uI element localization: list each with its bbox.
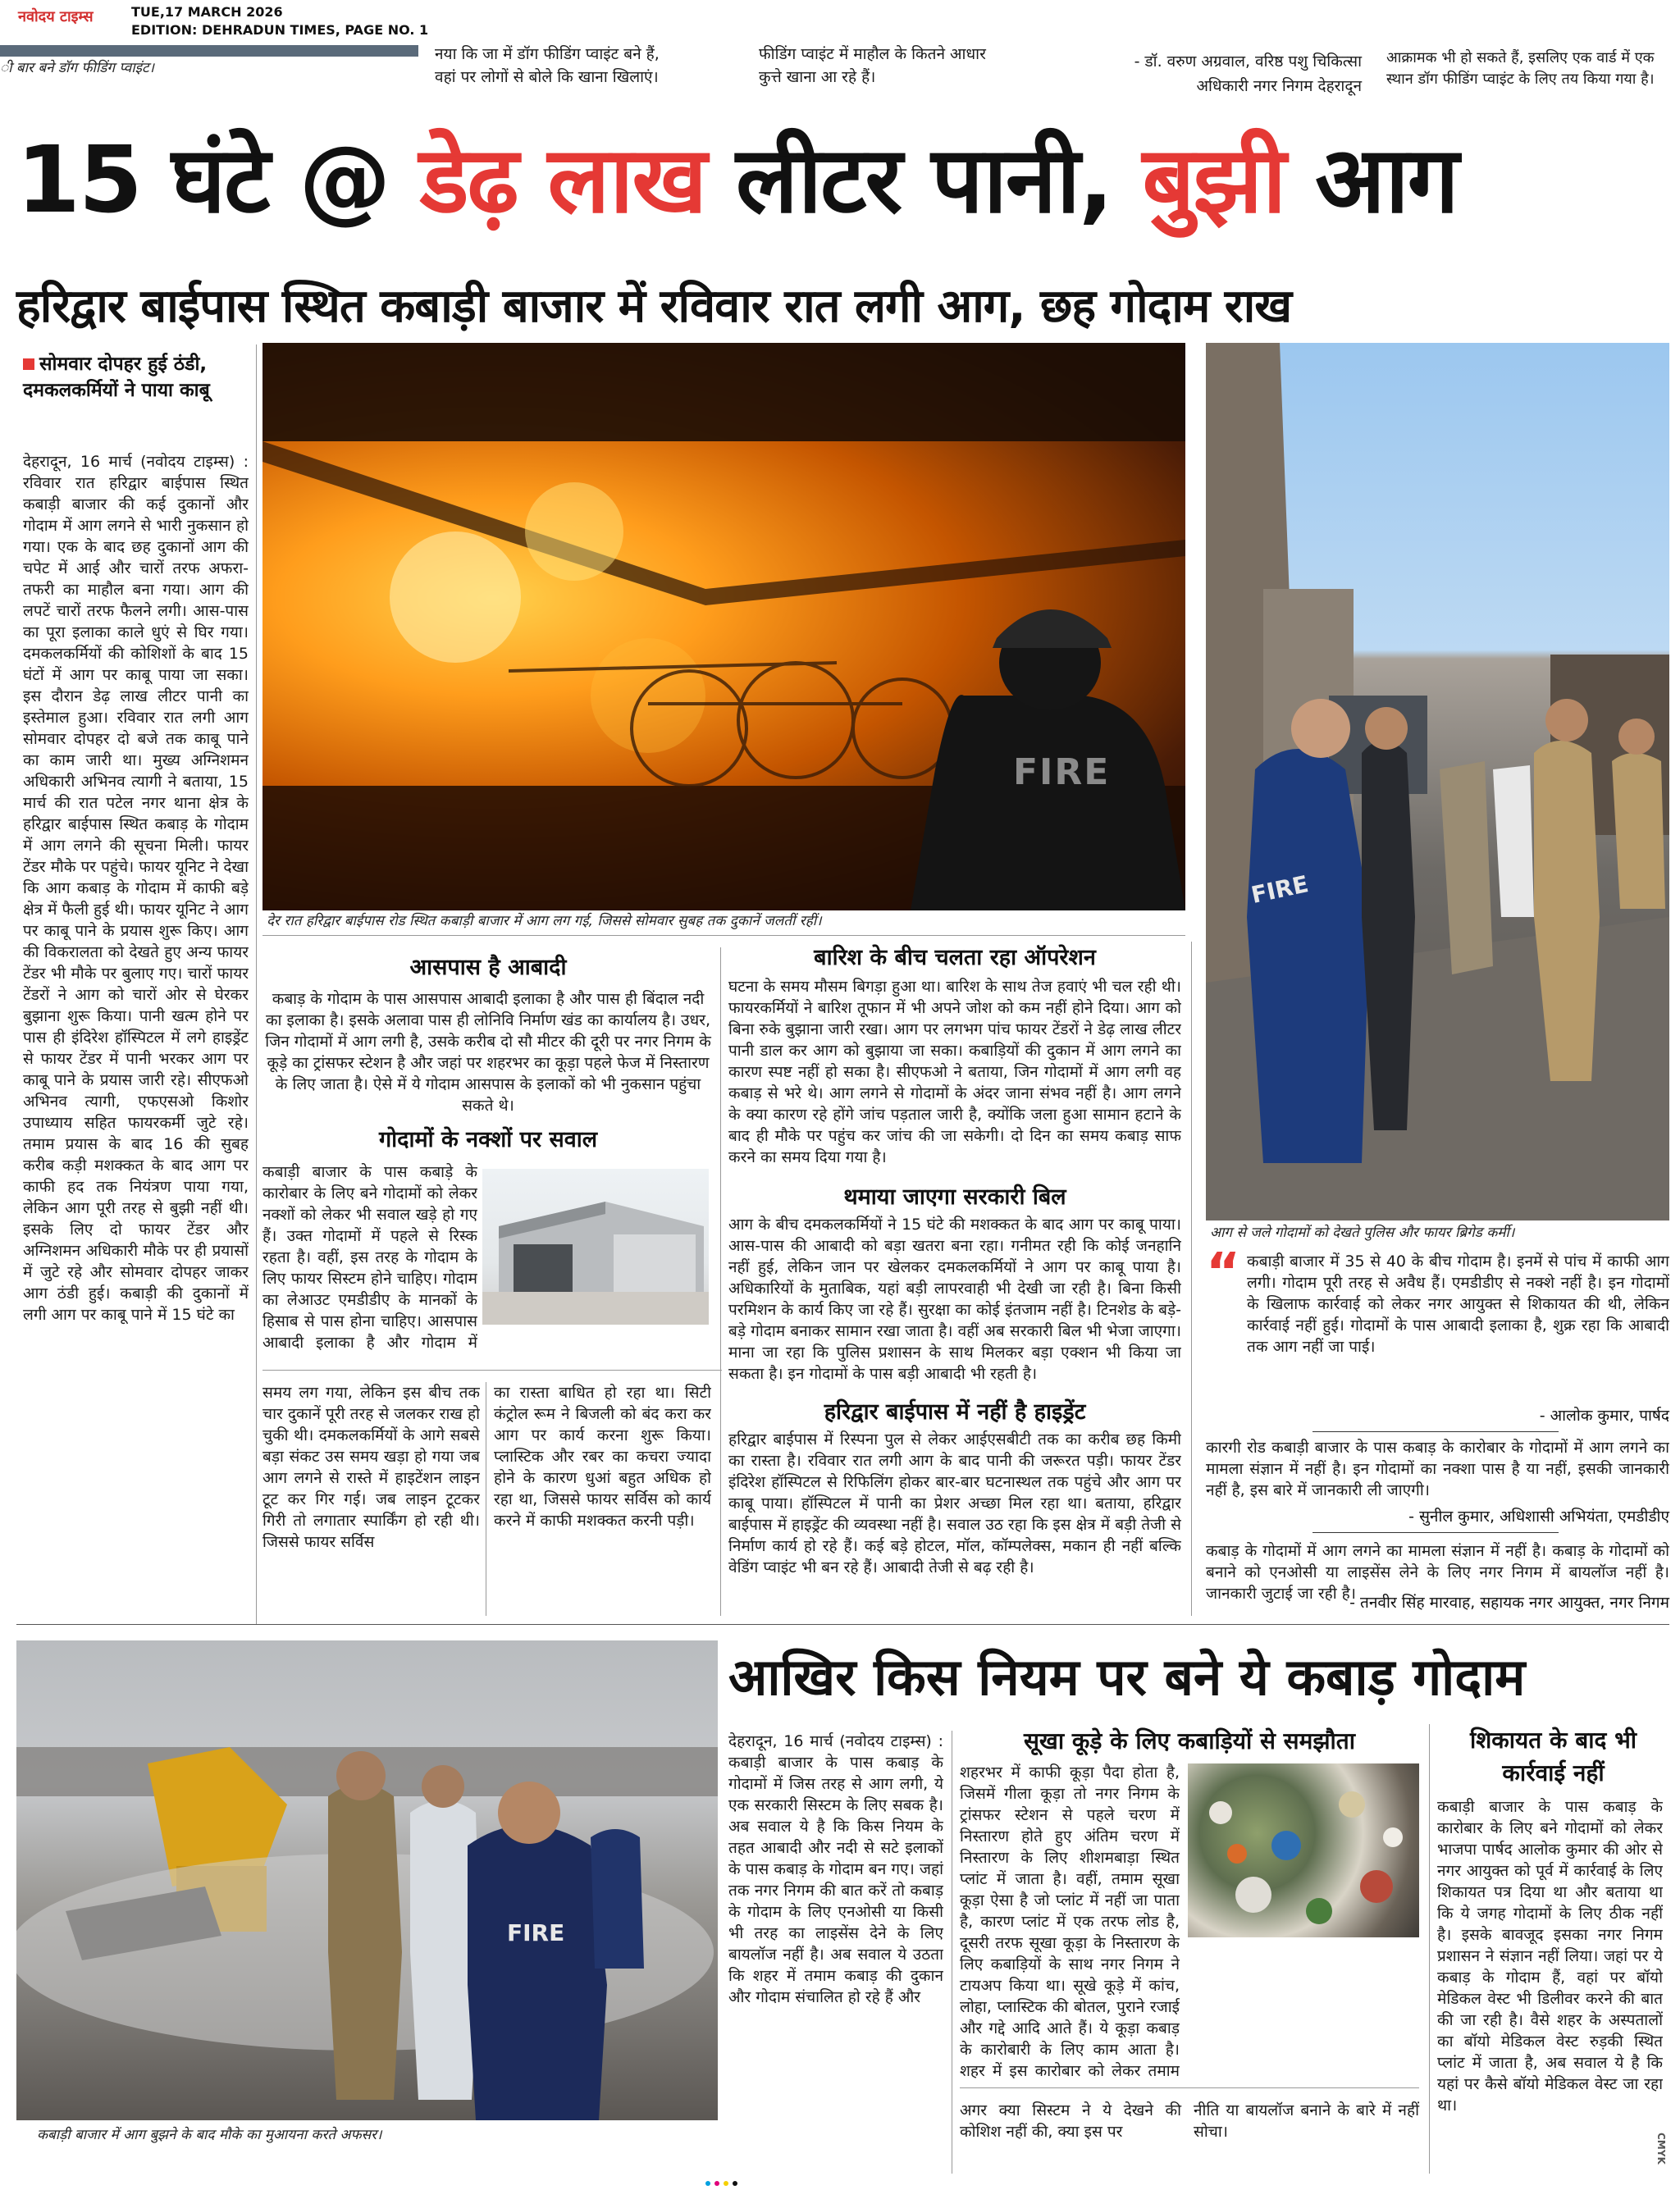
- dot-yellow: [724, 2181, 728, 2186]
- registration-dots: [705, 2174, 771, 2182]
- quote-1: कबाड़ी बाजार में 35 से 40 के बीच गोदाम है। इनमें से पांच में काफी आग लगी। गोदाम पूरी तरह से अवैध हैं। एमडीडीए से नक्शे नहीं है। इन गोदामों के खिलाफ कार्रवाई को लेकर नगर आयुक्त से शिकायत की थी, लेकिन कार्रवाई नहीं हुई। गोदामों के पास आबादी इलाका है, शुक्र रहा कि आबादी तक आग नहीं जा पाई।: [1247, 1252, 1669, 1356]
- officers-inspection-photo: [16, 1640, 718, 2120]
- sub-headline: हरिद्वार बाईपास स्थित कबाड़ी बाजार में रविवार रात लगी आग, छह गोदाम राख: [16, 280, 1292, 333]
- snippet4-line1: - डॉ. वरुण अग्रवाल, वरिष्ठ पशु चिकित्सा: [1134, 52, 1362, 71]
- page-divider: [16, 1624, 1669, 1625]
- snippet5-line2: स्थान डॉग फीडिंग प्वाइंट के लिए तय किया गया है।: [1386, 71, 1655, 88]
- dot-black: [733, 2181, 737, 2186]
- police-photo-graphics: [1206, 343, 1669, 1220]
- garbage-pile-image: [1188, 1763, 1419, 1937]
- quote-mark-icon: “: [1206, 1243, 1241, 1303]
- dot-magenta: [714, 2181, 719, 2186]
- lead-kicker: [23, 351, 249, 404]
- column-divider-4: [1191, 942, 1192, 1616]
- quote-2: कारगी रोड कबाड़ी बाजार के पास कबाड़ के कारोबार के गोदामों में आग लगने का मामला संज्ञान में नहीं है। इन गोदामों का नक्शा पास है या नहीं, इसकी जानकारी नहीं है, इस बारे में जानकारी ली जाएगी।: [1206, 1439, 1669, 1499]
- column-divider: [256, 344, 257, 1624]
- edition-line: EDITION: DEHRADUN TIMES, PAGE NO. 1: [131, 22, 429, 38]
- headline-part3: लीटर पानी,: [705, 127, 1143, 234]
- kicker-bullet: [23, 358, 34, 370]
- snippet3-line2: कुत्ते खाना आ रहे हैं।: [759, 68, 876, 86]
- quote-2-byline: - सुनील कुमार, अधिशासी अभियंता, एमडीडीए: [1408, 1508, 1669, 1526]
- shikayat-title: शिकायत के बाद भी कार्रवाई नहीं: [1469, 1727, 1637, 1786]
- top-photo-strip: [0, 45, 418, 57]
- cmyk-mark: CMYK: [1655, 2133, 1667, 2165]
- quote-rule-1: [1312, 1431, 1559, 1432]
- kicker-text: सोमवार दोपहर हुई ठंडी, दमकलकर्मियों ने पाया काबू: [23, 354, 210, 401]
- sarkari-title: थमाया जाएगा सरकारी बिल: [843, 1184, 1066, 1210]
- headline-part4-red: बुझी: [1142, 127, 1285, 234]
- snippet4-line2: अधिकारी नगर निगम देहरादून: [1196, 77, 1362, 95]
- snippet2-line1: नया कि जा में डॉग फीडिंग प्वाइंट बने हैं,: [435, 45, 660, 63]
- fire-photo-graphics: [262, 343, 1185, 910]
- main-headline: [16, 123, 1665, 238]
- police-inspection-photo: [1206, 343, 1669, 1220]
- section2-headline: आखिर किस नियम पर बने ये कबाड़ गोदाम: [728, 1647, 1526, 1707]
- dot-cyan: [705, 2181, 710, 2186]
- fire-night-photo: [262, 343, 1185, 910]
- headline-part1: 15 घंटे @: [16, 127, 420, 234]
- lead-story-body: देहरादून, 16 मार्च (नवोदय टाइम्स) : रविवार रात हरिद्वार बाईपास स्थित कबाड़ी बाजार की कई दुकानों और गोदाम में आग लगने से भारी नुकसान हो गया। एक के बाद छह दुकानों आग की चपेट में आई और चारों तरफ अफरा-तफरी का माहौल बना गया। आग की लपटें चारों तरफ फैलने लगी। आस-पास का पूरा इलाका काले धुएं से घिर गया। दमकलकर्मियों की कोशिशों के बाद 15 घंटों में आग पर काबू पाया जा सका। इस दौरान डेढ़ लाख लीटर पानी का इस्तेमाल हुआ। रविवार रात लगी आग सोमवार दोपहर दो बजे तक काबू पाने का काम जारी था। मुख्य अग्निशमन अधिकारी अभिनव त्यागी ने बताया, 15 मार्च की रात पटेल नगर थाना क्षेत्र के हरिद्वार बाईपास स्थित कबाड़ के गोदाम में आग लगने की सूचना मिली। फायर टेंडर मौके पर पहुंचे। फायर यूनिट ने देखा कि आग कबाड़ के गोदाम में काफी बड़े क्षेत्र में फैली हुई थी। फायर यूनिट ने आग पर काबू पाने के प्रयास शुरू किए। आग की विकरालता को देखते हुए अन्य फायर टेंडर भी मौके पर बुलाए गए। चारों फायर टेंडरों ने आग को चारों ओर से घेरकर बुझाना शुरू किया। पानी खत्म होने पर पास ही इंदिरेश हॉस्पिटल में लगे हाइड्रेंट से फायर टेंडर में पानी भरकर आग पर काबू पाने के प्रयास जारी रहे। सीएफओ अभिनव त्यागी, एफएसओ किशोर उपाध्याय सहित फायरकर्मी जुटे रहे। तमाम प्रयास के बाद 16 की सुबह करीब कड़ी मशक्कत के बाद आग पर काफी हद तक नियंत्रण पाया गया, लेकिन आग पूरी तरह से बुझी नहीं थी। इसके लिए दो फायर टेंडर और अग्निशमन अधिकारी मौके पर ही प्रयासों में जुटे रहे और सोमवार दोपहर जाकर आग ठंडी हुई। कबाड़ी की दुकानों में लगी आग पर काबू पाने में 15 घंटे का: [23, 453, 249, 1324]
- photo3-caption: कबाड़ी बाजार में आग बुझने के बाद मौके का मुआयना करते अफसर।: [37, 2127, 382, 2143]
- column-divider-3: [720, 947, 721, 1616]
- top-snippet-4: [1091, 49, 1362, 98]
- snippet5-line1: आक्रामक भी हो सकते हैं, इसलिए एक वार्ड में एक: [1386, 49, 1655, 66]
- fire-jacket-label-2: FIRE: [1249, 870, 1311, 909]
- caption-rule: [262, 935, 1185, 936]
- fire-jacket-label: FIRE: [1013, 751, 1111, 793]
- sarkari-body: आग के बीच दमकलकर्मियों ने 15 घंटे की मशक्कत के बाद आग पर काबू पाया। आस-पास की आबादी को बड़ा खतरा बना रहा। गनीमत रही कि कोई जनहानि नहीं हुई, लेकिन जान पर खेलकर दमकलकर्मियों ने आग पर काबू पाया है। अधिकारियों के मुताबिक, यहां बड़ी लापरवाही भी देखी जा रही है। बिना किसी परमिशन के कार्य किए जा रहे हैं। सुरक्षा का कोई इंतजाम नहीं है। टिनशेड के बड़े-बड़े गोदाम बनाकर सामान रखा जाता है। वहीं अब सरकारी बिल भी भेजा जाएगा। माना जा रहा कि पुलिस प्रशासन के साथ मिलकर बड़ा एक्शन भी किया जा सकता है। इन गोदामों के पास बड़ी आबादी भी रहती है।: [728, 1216, 1181, 1383]
- section2-tail-1: अगर क्या सिस्टम ने ये देखने की कोशिश नहीं की, क्या इस पर: [960, 2101, 1181, 2141]
- quote-3: कबाड़ के गोदामों में आग लगने का मामला संज्ञान में नहीं है। कबाड़ के गोदामों को बनाने को एनओसी या लाइसेंस लेने के लिए नगर निगम में बायलॉज नहीं है। जानकारी जुटाई जा रही है।: [1206, 1542, 1669, 1603]
- snippet2-line2: वहां पर लोगों से बोले कि खाना खिलाएं।: [435, 68, 659, 86]
- inspection-graphics: [16, 1640, 718, 2120]
- barish-title: बारिश के बीच चलता रहा ऑपरेशन: [814, 945, 1096, 970]
- fire-jacket-label-3: FIRE: [507, 1919, 565, 1946]
- mid-column-1: समय लग गया, लेकिन इस बीच तक चार दुकानें पूरी तरह से जलकर राख हो चुकी थी। दमकलकर्मियों के आगे सबसे बड़ा संकट उस समय खड़ा हो गया जब आग लगने से रास्ते में हाइटेंशन लाइन टूट कर गिर गई। जब लाइन टूटकर गिरी तो लगातार स्पार्किंग हो रही थी। जिससे फायर सर्विस: [262, 1384, 480, 1551]
- hydrant-title: हरिद्वार बाईपास में नहीं है हाइड्रेंट: [824, 1399, 1086, 1425]
- naksha-body-lower: [262, 1333, 714, 1378]
- newspaper-logo: नवोदय टाइम्स: [18, 8, 94, 25]
- naksha-title: गोदामों के नक्शों पर सवाल: [378, 1127, 598, 1152]
- headline-part2-red: डेढ़ लाख: [419, 127, 706, 234]
- photo1-caption: देर रात हरिद्वार बाईपास रोड स्थित कबाड़ी बाजार में आग लग गई, जिससे सोमवार सुबह तक दुकानें जलतीं रहीं।: [267, 913, 822, 929]
- snippet3-line1: फीडिंग प्वाइंट में माहौल के कितने आधार: [759, 45, 986, 63]
- section-rule: [262, 1370, 722, 1371]
- masthead: [0, 0, 1680, 49]
- warehouse-image: [482, 1169, 709, 1325]
- garbage-graphics: [1188, 1763, 1419, 1937]
- headline-part5: आग: [1285, 127, 1458, 234]
- lower-rule: [960, 2087, 1419, 2088]
- sookha-body-lower: [960, 1944, 1419, 2079]
- warehouse-graphics: [482, 1169, 709, 1325]
- sookha-body-left: शहरभर में काफी कूड़ा पैदा होता है, जिसमें गीला कूड़ा तो नगर निगम के ट्रांसफर स्टेशन से पहले चरण में निस्तारण होते हुए अंतिम चरण में निस्तारण के लिए शीशमबाड़ा स्थित प्लांट में जाता है। वहीं, तमाम सूखा कूड़ा ऐसा है जो प्लांट में नहीं जा पाता है, कारण प्लांट में एक तरफ लोड है, दूसरी तरफ सूखा कूड़ा के निस्तारण के लिए कबाड़ियों के साथ नगर निगम ने टायअप किया था। सूखे कूड़े में कांच, लोहा, प्लास्टिक की बोतल, पुराने रजाई और गद्दे आदि आते हैं। ये कूड़ा कबाड़ के कारोबारी के लिए काम आता है। शहर में इस कारोबार को लेकर तमाम: [960, 1763, 1180, 2080]
- section2-tail-2: नीति या बायलॉज बनाने के बारे में नहीं सोचा।: [1194, 2101, 1419, 2141]
- top-snippet-2: [435, 43, 738, 89]
- barish-body: घटना के समय मौसम बिगड़ा हुआ था। बारिश के साथ तेज हवाएं भी चल रही थी। फायरकर्मियों ने बारिश तूफान में भी अपने जोश को कम नहीं होने दिया। आग को बिना रुके बुझाना जारी रखा। आग पर लगभग पांच फायर टेंडरों ने डेढ़ लाख लीटर पानी डाल कर आग को बुझाया जा सका। कबाड़ियों की दुकान में आग लगने का कारण स्पष्ट नहीं हो सका है। सीएफओ ने बताया, जिन गोदामों में आग लगी वह कबाड़ से भरे थे। आग लगने से गोदामों के अंदर जाना संभव नहीं है। आग लगने के क्या कारण रहे होंगे जांच पड़ताल जारी है, क्योंकि जला हुआ सामान हटाने के बाद ही मौके पर पहुंच कर जांच की जा सकेगी। दो दिन का समय कबाड़ साफ करने का समय दिया गया है।: [728, 978, 1181, 1166]
- quote-3-byline: - तनवीर सिंह मारवाह, सहायक नगर आयुक्त, नगर निगम: [1349, 1594, 1669, 1612]
- naksha-body: कबाड़ी बाजार के पास कबाड़े के कारोबार के लिए बने गोदामों को लेकर नक्शों को लेकर भी सवाल खड़े हो गए हैं। उक्त गोदामों में पहले से रिस्क रहता है। वहीं, इस तरह के गोदाम के लिए फायर सिस्टम होने चाहिए। गोदाम का लेआउट एमडीडीए के मानकों के हिसाब से पास होना चाहिए। आसपास आबादी इलाका है और गोदाम में: [262, 1163, 477, 1352]
- top-snippet-5: [1386, 48, 1673, 90]
- photo2-caption: आग से जले गोदामों को देखते पुलिस और फायर ब्रिगेड कर्मी।: [1210, 1225, 1515, 1241]
- top-snippet-3: [759, 43, 1054, 89]
- hydrant-body: हरिद्वार बाईपास में रिस्पना पुल से लेकर आईएसबीटी तक का करीब छह किमी का रास्ता है। रविवार रात लगी आग के बाद पानी की जरूरत पड़ी। फायर टेंडर इंदिरेश हॉस्पिटल से रिफिलिंग होकर बार-बार घटनास्थल तक पहुंचे और आग पर काबू पाया। हॉस्पिटल में पानी का प्रेशर अच्छा मिल रहा था। बताया, हरिद्वार बाईपास में हाइड्रेंट की व्यवस्था नहीं है। सवाल उठ रहा कि इस क्षेत्र में बड़ी तेजी से निर्माण कार्य हो रहे हैं। कई बड़े होटल, मॉल, कॉम्पलेक्स, मकान ही नहीं बल्कि वेडिंग प्वाइंट भी बन रहे हैं। आबादी तेजी से बढ़ रही है।: [728, 1430, 1181, 1576]
- mid-column-2: का रास्ता बाधित हो रहा था। सिटी कंट्रोल रूम ने बिजली को बंद करा कर आग पर कार्य करना शुरू किया। प्लास्टिक और रबर का कचरा ज्यादा होने के कारण धुआं बहुत अधिक हो रहा था, जिससे फायर सर्विस को कार्य करने में काफी मशक्कत करनी पड़ी।: [494, 1384, 711, 1530]
- sookha-title: सूखा कूड़े के लिए कबाड़ियों से समझौता: [1024, 1727, 1355, 1754]
- top-snippet-caption: ी बार बने डॉग फीडिंग प्वाइंट।: [0, 60, 154, 76]
- issue-date: TUE,17 MARCH 2026: [131, 4, 283, 20]
- aaspaas-title: आसपास है आबादी: [409, 955, 567, 980]
- column-divider-6: [1429, 1724, 1430, 2174]
- section2-col1: देहरादून, 16 मार्च (नवोदय टाइम्स) : कबाड़ी बाजार के पास कबाड़ के गोदामों में जिस तरह से आग लगी, ये एक सरकारी सिस्टम के लिए सबक है। अब सवाल ये है कि किस नियम के तहत आबादी और नदी से सटे इलाकों के पास कबाड़ के गोदाम बन गए। जहां तक नगर निगम की बात करें तो कबाड़ के गोदाम के लिए एनओसी या किसी भी तरह का लाइसेंस देने के लिए बायलॉज नहीं है। अब सवाल ये उठता कि शहर में तमाम कबाड़ की दुकान और गोदाम संचालित हो रहे हैं और: [728, 1732, 943, 2006]
- shikayat-body: कबाड़ी बाजार के पास कबाड़ के कारोबार के लिए बने गोदामों को लेकर भाजपा पार्षद आलोक कुमार की ओर से नगर आयुक्त को पूर्व में कार्रवाई के लिए शिकायत पत्र दिया था और बताया था कि ये जगह गोदामों के लिए ठीक नहीं है। इसके बावजूद इसका नगर निगम प्रशासन ने संज्ञान नहीं लिया। जहां पर ये कबाड़ के गोदाम हैं, वहां पर बॉयो मेडिकल वेस्ट भी डिलीवर करने की बात की जा रही है। वैसे शहर के अस्पतालों का बॉयो मेडिकल वेस्ट रुड़की स्थित प्लांट में जाता है, अब सवाल ये है कि यहां पर कैसे बॉयो मेडिकल वेस्ट जा रहा था।: [1437, 1798, 1663, 2115]
- aaspaas-body: कबाड़ के गोदाम के पास आसपास आबादी इलाका है और पास ही बिंदाल नदी का इलाका है। इसके अलावा पास ही लोनिवि निर्माण खंड का कार्यालय है। उधर, जिन गोदामों में आग लगी है, उसके करीब दो सौ मीटर की दूरी पर नगर निगम के कूड़े का ट्रांसफर स्टेशन है और जहां पर शहरभर का कूड़ा पहले फेज में निस्तारण के लिए जाता है। ऐसे में ये गोदाम आसपास के इलाकों को भी नुकसान पहुंचा सकते थे।: [265, 990, 711, 1115]
- quote-1-byline: - आलोक कुमार, पार्षद: [1539, 1407, 1669, 1425]
- quote-rule-2: [1312, 1532, 1559, 1533]
